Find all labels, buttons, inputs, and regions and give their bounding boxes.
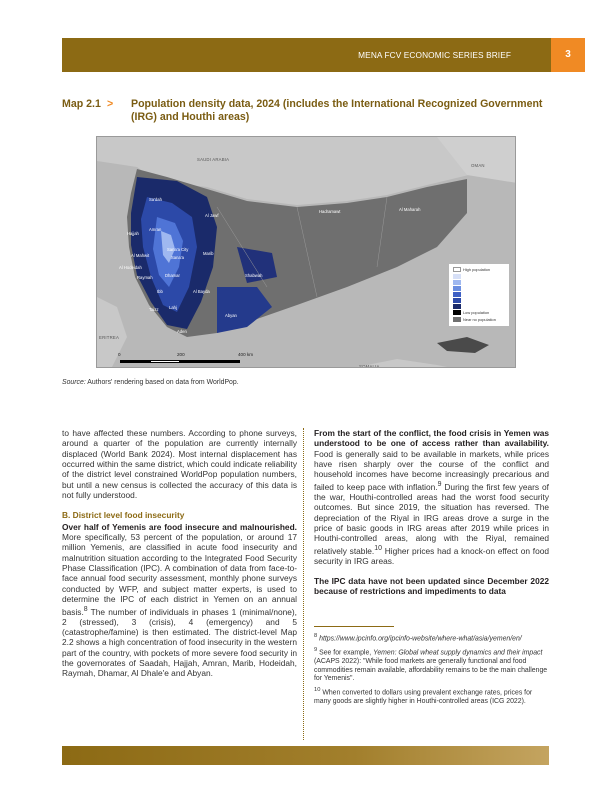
city-label-dhamar: Dhamar [165,273,180,278]
city-label-shabwah: Shabwah [245,273,263,278]
country-label-saudi-arabia: SAUDI ARABIA [197,157,230,162]
city-label-lahj: Lahj [169,305,177,310]
city-label-abyan: Abyan [225,313,237,318]
city-label-sanaa: Sana'a [171,255,184,260]
city-label-marib: Marib [203,251,214,256]
scale-segment-3 [180,360,240,363]
legend-label-low: Low population [463,310,490,315]
legend-swatch-3 [453,280,461,285]
footnotes [314,632,549,709]
footnote-10 [314,686,549,707]
legend-swatch-6 [453,298,461,303]
footnote-8 [314,632,549,644]
footnote-9-title: Yemen: Global wheat supply dynamics and their impact [373,649,543,657]
scale-label-zero: 0 [118,352,121,357]
map-title: Population density data, 2024 (includes the International Recognized Government (IRG) and Houthi areas) [131,98,543,123]
scale-label-mid: 200 [177,352,185,357]
right-paragraph-1 [314,428,549,566]
legend-swatch-7 [453,304,461,309]
series-title: MENA FCV ECONOMIC SERIES BRIEF [358,50,511,60]
scale-label-end: 400 km [238,352,254,357]
city-label-al-maharah: Al Maharah [399,207,421,212]
footer-bar [62,746,549,765]
column-divider [303,428,304,740]
right-paragraph-2 [314,576,549,597]
country-label-somalia: SOMALIA [359,364,380,368]
right-paragraph-2-bold: The IPC data have not been updated since December 2022 because of restrictions and impediments to data [314,576,549,597]
city-label-raymah: Raymah [137,275,153,280]
country-label-eritrea: ERITREA [99,335,120,340]
map-graphic [97,137,516,368]
legend-swatch-none [453,317,461,322]
left-paragraph-2 [62,522,297,679]
footnote-rule [314,626,394,627]
left-paragraph-2-text: More specifically, 53 percent of the population, or around 17 million Yemenis, are classified in acute food insecurity and malnutrition situation according to the Integrated Food Security Phase Classification (IPC). A combination of data from face-to-face annual food security assessment, monthly phone surveys conducted by WFP, and subject matter experts, is used to determine the IPC of each district in Yemen on an annual basis. [62,532,297,617]
map-label: Map 2.1 [62,98,101,110]
city-label-hajjah: Hajjah [127,231,139,236]
left-paragraph-1: to have affected these numbers. According to phone surveys, around a quarter of the population are currently internally displaced (World Bank 2024). Most internal displacement has occurred within the same district, which could indicate reliability of the district level constrained WorldPop population numbers, but until a new census is collected the accuracy of this data is not fully understood. [62,428,297,501]
footnote-10-text: When converted to dollars using prevalent exchange rates, prices for many goods are slightly higher in Houthi-controlled areas (ICG 2022). [314,689,533,706]
legend-swatch-low [453,310,461,315]
footnote-9-number: 9 [314,647,318,653]
right-column [314,428,549,597]
left-column [62,428,297,679]
right-paragraph-1-cont: During the first few years of the war, Houthi-controlled areas had the worst food security outcomes. But since 2019, the situation has reversed. The depreciation of the Riyal in IRG areas drove a surge in the price of basic goods in IRG areas after 2019 while prices in Houthi-controlled areas, along with the Riyal, remained relatively stable. [314,481,549,556]
footnote-8-link[interactable]: https://www.ipcinfo.org/ipcinfo-website/where-what/asia/yemen/en/ [317,635,522,643]
map-scale-bar [120,352,370,366]
footnote-ref-8: 8 [83,605,88,613]
city-label-amran: Amran [149,227,162,232]
footnote-10-number: 10 [314,687,321,694]
legend-swatch-5 [453,292,461,297]
population-density-map [96,136,516,368]
footnote-ref-9: 9 [437,480,442,488]
country-label-oman: OMAN [471,163,485,168]
scale-segment-1 [120,360,150,363]
footnote-ref-10: 10 [374,544,382,552]
source-label: Source: [62,379,86,386]
city-label-al-mahwit: Al Mahwit [131,253,150,258]
city-label-sanaa-city: Sana'a City [167,247,189,252]
city-label-saadah: Sa'dah [149,197,162,202]
footnote-9-post: (ACAPS 2022): "While food markets are generally functional and food commodities remain available, affordability remains to be the main challenge for Yemenis". [314,658,548,683]
legend-swatch-2 [453,274,461,279]
legend-label-high: High population [463,267,491,272]
city-label-al-bayda: Al Bayda [193,289,210,294]
city-label-ibb: Ibb [157,289,163,294]
right-paragraph-1-text: Food is generally said to be available in markets, while prices have risen sharply over the course of the conflict and household incomes have become increasingly precarious and failed to keep pace with inflation. [314,448,549,492]
figure-source [62,379,239,386]
city-label-al-jawf: Al Jawf [205,213,219,218]
footnote-8-number: 8 [314,633,318,639]
right-paragraph-1-cont2: Higher prices had a knock-on effect on food security in IRG areas. [314,545,550,566]
header-bar [62,38,551,72]
footnote-9-pre: See for example, [317,649,374,657]
map-legend [449,264,509,326]
chevron-right-icon: > [107,98,114,110]
city-label-al-hodeidah: Al Hodeidah [119,265,142,270]
page-number-box [551,38,585,72]
legend-swatch-high [453,267,461,272]
left-paragraph-2-cont: The number of individuals in phases 1 (minimal/none), 2 (stressed), 3 (crisis), 4 (emergency) and 5 (catastrophe/famine) is then estimated. The district-level Map 2.2 shows a high concentration of food insecurity in the western part of the country, with pockets of more severe food security in the governorates of Saadah, Hajjah, Amran, Marib, Hodeidah, Raymah, Dhamar, Al Dhale'e and Abyan. [62,606,297,679]
source-text: Authors' rendering based on data from WorldPop. [85,379,239,386]
city-label-hadramawt: Hadramawt [319,209,341,214]
right-paragraph-1-bold: From the start of the conflict, the food crisis in Yemen was understood to be one of access rather than availability. [314,428,549,449]
city-label-taizz: Taizz [149,307,159,312]
legend-swatch-4 [453,286,461,291]
city-label-aden: Aden [177,329,187,334]
page-number: 3 [565,49,571,60]
section-heading: B. District level food insecurity [62,510,185,521]
scale-segment-2 [150,360,180,363]
left-paragraph-2-bold: Over half of Yemenis are food insecure and malnourished. [62,521,297,532]
legend-label-near-none: Near no population [463,317,496,322]
footnote-9 [314,646,549,684]
